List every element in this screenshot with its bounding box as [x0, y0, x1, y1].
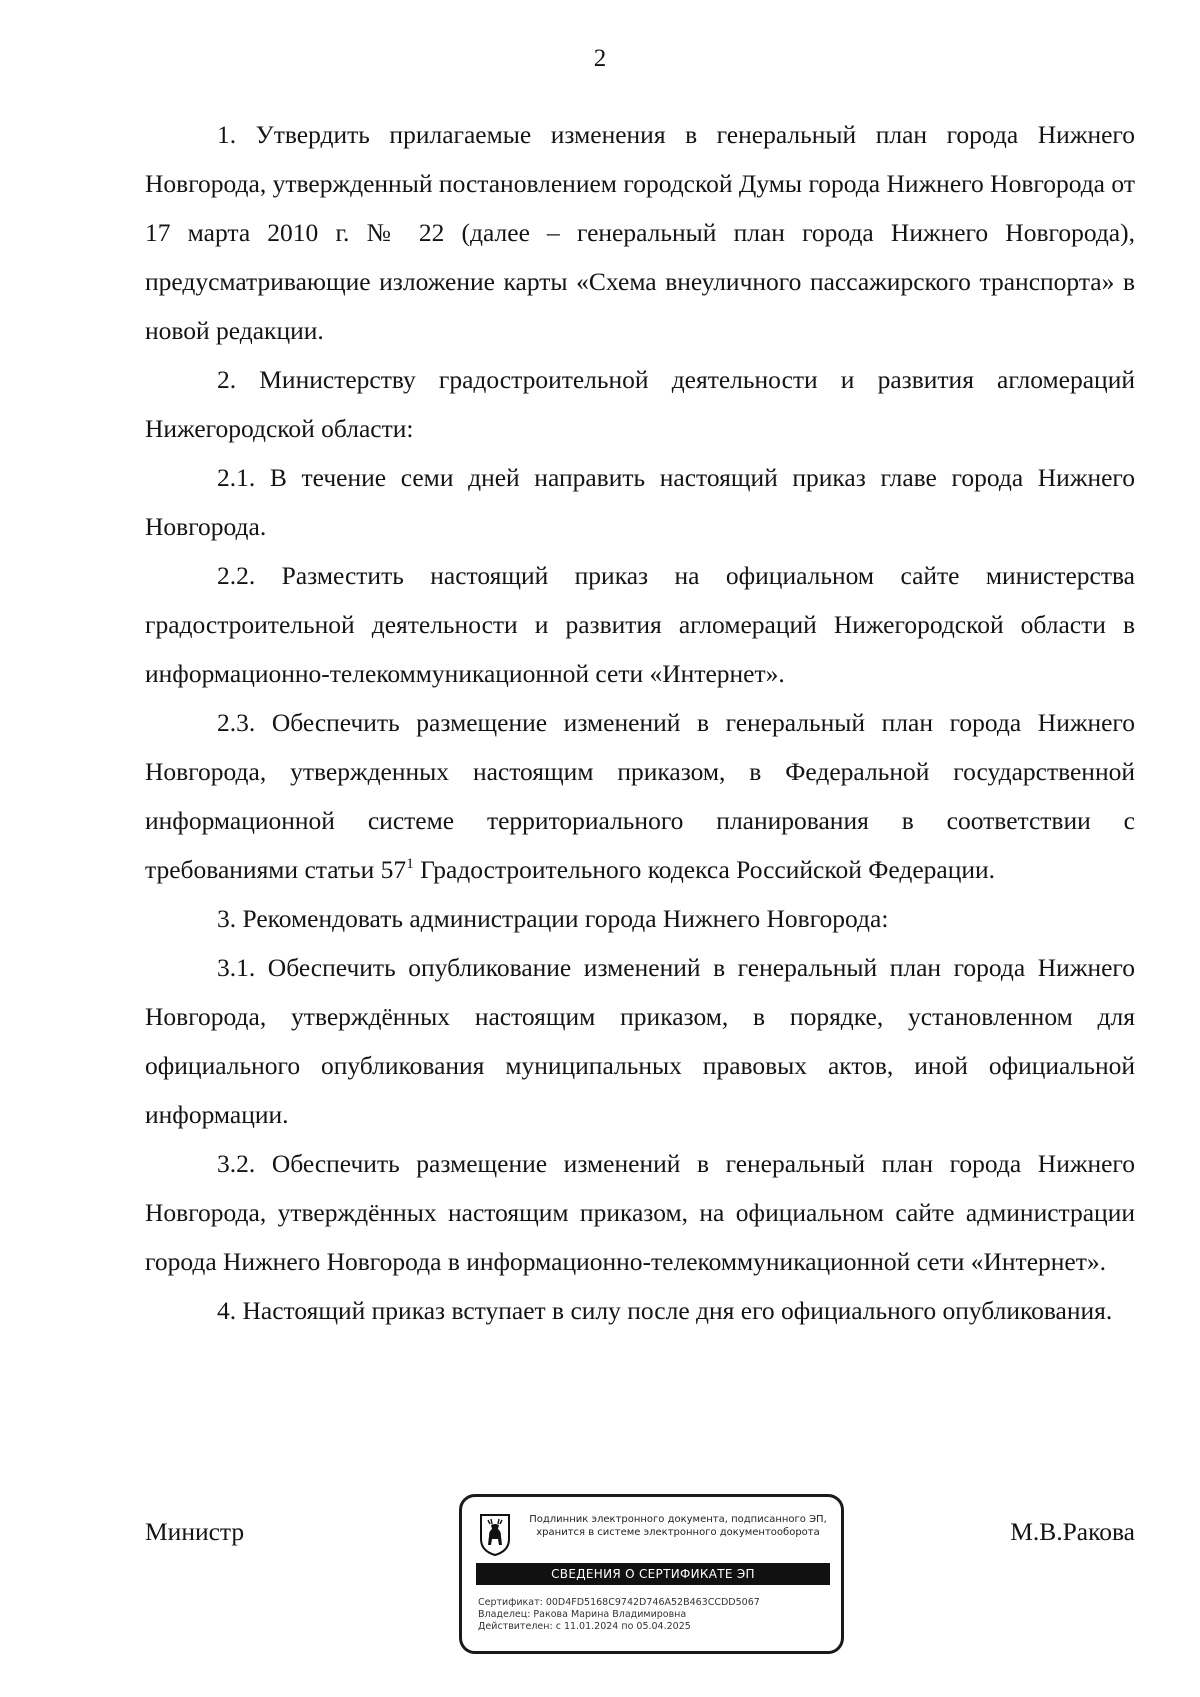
signatory-position: Министр [145, 1517, 245, 1546]
stamp-header-line-2: хранится в системе электронного документооборота [536, 1527, 820, 1538]
certificate-validity: Действителен: с 11.01.2024 по 05.04.2025 [478, 1621, 691, 1632]
superscript: 1 [406, 856, 414, 872]
paragraph-4: 4. Настоящий приказ вступает в силу после дня его официального опубликования. [217, 1296, 1113, 1325]
paragraph-1: 1. Утвердить прилагаемые изменения в генеральный план города Нижнего Новгорода, утвержденный постановлением городской Думы города Нижнего Новгорода от 17 марта 2010 г. № 22 (далее – генеральный план города Нижнего Новгорода), предусматривающие изложение карты «Схема внеуличного пассажирского транспорта» в новой редакции. [145, 120, 1135, 345]
electronic-signature-stamp [459, 1494, 844, 1654]
paragraph-2-1: 2.1. В течение семи дней направить настоящий приказ главе города Нижнего Новгорода. [145, 463, 1135, 541]
paragraph-3-1: 3.1. Обеспечить опубликование изменений в генеральный план города Нижнего Новгорода, утверждённых настоящим приказом, в порядке, установленном для официального опубликования муниципальных правовых актов, иной официальной информации. [145, 953, 1135, 1129]
stamp-header-line-1: Подлинник электронного документа, подписанного ЭП, [529, 1514, 827, 1525]
certificate-details [478, 1597, 833, 1633]
paragraph-2-2: 2.2. Разместить настоящий приказ на официальном сайте министерства градостроительной деятельности и развития агломераций Нижегородской области в информационно-телекоммуникационной сети «Интернет». [145, 561, 1135, 688]
paragraph-2-3 [145, 698, 1135, 894]
paragraph-2-3-text-after: Градостроительного кодекса Российской Федерации. [413, 855, 996, 884]
stamp-title-bar: СВЕДЕНИЯ О СЕРТИФИКАТЕ ЭП [476, 1563, 830, 1585]
stamp-header [520, 1513, 836, 1539]
deer-coat-of-arms-icon [479, 1513, 511, 1557]
paragraph-2: 2. Министерству градостроительной деятельности и развития агломераций Нижегородской области: [145, 365, 1135, 443]
document-body [145, 110, 1135, 1335]
certificate-owner: Владелец: Ракова Марина Владимировна [478, 1609, 687, 1620]
paragraph-2-3-text: 2.3. Обеспечить размещение изменений в генеральный план города Нижнего Новгорода, утвержденных настоящим приказом, в Федеральной государственной информационной системе территориального планирования в соответствии с требованиями статьи 57 [145, 708, 1135, 884]
signatory-name: М.В.Ракова [1010, 1517, 1135, 1546]
paragraph-3: 3. Рекомендовать администрации города Нижнего Новгорода: [217, 904, 889, 933]
certificate-number: Сертификат: 00D4FD5168C9742D746A52B463CCDD5067 [478, 1597, 760, 1608]
paragraph-3-2: 3.2. Обеспечить размещение изменений в генеральный план города Нижнего Новгорода, утверждённых настоящим приказом, на официальном сайте администрации города Нижнего Новгорода в информационно-телекоммуникационной сети «Интернет». [145, 1149, 1135, 1276]
page-number: 2 [593, 45, 607, 72]
